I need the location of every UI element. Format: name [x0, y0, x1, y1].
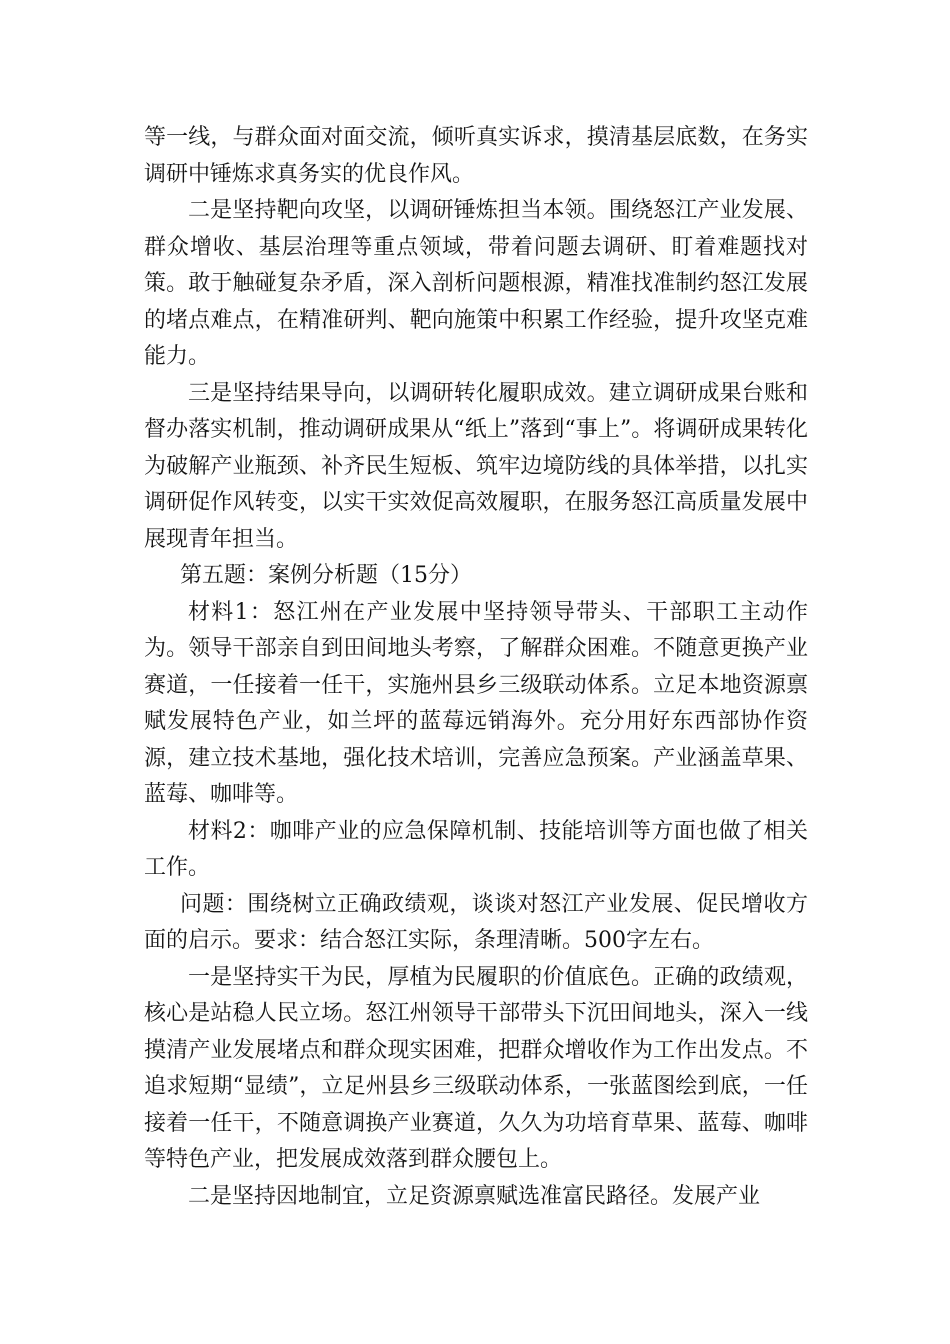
- paragraph-material-one: 材料1：怒江州在产业发展中坚持领导带头、干部职工主动作为。领导干部亲自到田间地头考察，了解群众困难。不随意更换产业赛道，一任接着一任干，实施州县乡三级联动体系。立足本地资源禀赋发展特色产业，如兰坪的蓝莓远销海外。充分用好东西部协作资源，建立技术基地，强化技术培训，完善应急预案。产业涵盖草果、蓝莓、咖啡等。: [144, 599, 808, 807]
- paragraph-answer-point-one: 一是坚持实干为民，厚植为民履职的价值底色。正确的政绩观，核心是站稳人民立场。怒江州领导干部带头下沉田间地头，深入一线摸清产业发展堵点和群众现实困难，把群众增收作为工作出发点。不追求短期“显绩”，立足州县乡三级联动体系，一张蓝图绘到底，一任接着一任干，不随意调换产业赛道，久久为功培育草果、蓝莓、咖啡等特色产业，把发展成效落到群众腰包上。: [144, 964, 808, 1172]
- paragraph-question: 问题：围绕树立正确政绩观，谈谈对怒江产业发展、促民增收方面的启示。要求：结合怒江实际，条理清晰。500字左右。: [144, 891, 808, 953]
- paragraph-point-three-research: 三是坚持结果导向，以调研转化履职成效。建立调研成果台账和督办落实机制，推动调研成果从“纸上”落到“事上”。将调研成果转化为破解产业瓶颈、补齐民生短板、筑牢边境防线的具体举措，以扎实调研促作风转变，以实干实效促高效履职，在服务怒江高质量发展中展现青年担当。: [144, 380, 808, 552]
- paragraph-point-two-research: 二是坚持靶向攻坚，以调研锤炼担当本领。围绕怒江产业发展、群众增收、基层治理等重点领域，带着问题去调研、盯着难题找对策。敢于触碰复杂矛盾，深入剖析问题根源，精准找准制约怒江发展的堵点难点，在精准研判、靶向施策中积累工作经验，提升攻坚克难能力。: [144, 198, 808, 369]
- paragraph-answer-point-two: 二是坚持因地制宜，立足资源禀赋选准富民路径。发展产业: [188, 1183, 761, 1209]
- document-body: [144, 120, 808, 1215]
- paragraph-material-two: 材料2：咖啡产业的应急保障机制、技能培训等方面也做了相关工作。: [144, 818, 808, 880]
- paragraph-continuation: 等一线，与群众面对面交流，倾听真实诉求，摸清基层底数，在务实调研中锤炼求真务实的优良作风。: [144, 125, 808, 187]
- section-heading-question-five: 第五题：案例分析题（15分）: [180, 563, 472, 588]
